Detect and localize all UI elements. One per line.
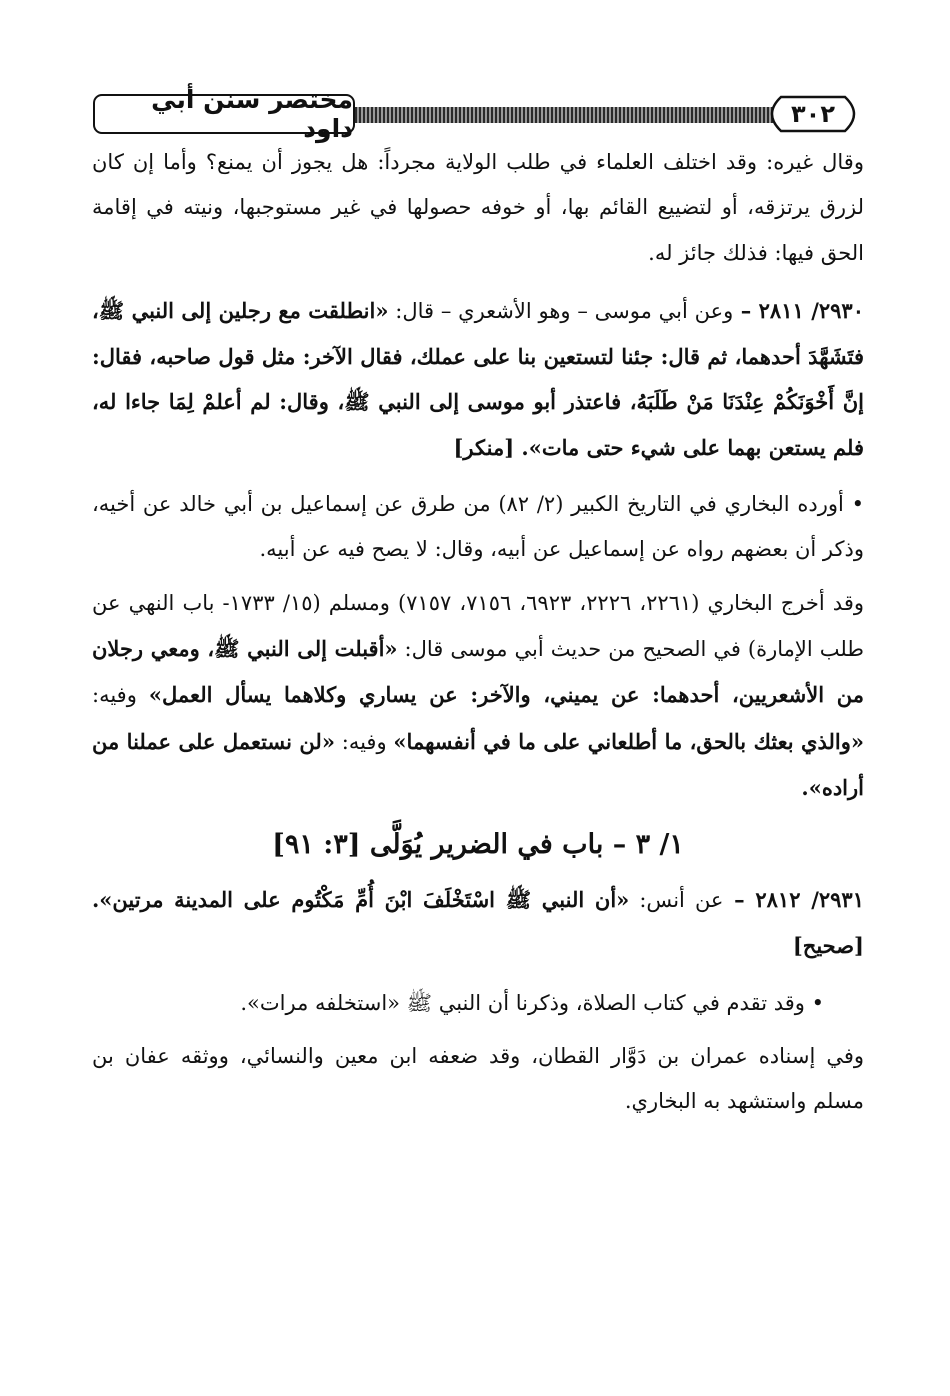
paragraph-takhrij: • أورده البخاري في التاريخ الكبير (٢/ ٨٢) من طرق عن إسماعيل بن أبي خالد عن أخيه، وذكر أن بعضهم رواه عن إسماعيل عن أبيه، وقال: لا يصح فيه عن أبيه.: [92, 492, 864, 562]
hadith-text-2: «أن النبي ﷺ اسْتَخْلَفَ ابْنَ أُمِّ مَكْتُوم على المدينة مرتين». [صحيح]: [92, 887, 864, 959]
book-title: مختصر سنن أبي داود: [93, 94, 355, 134]
paragraph-note: • وقد تقدم في كتاب الصلاة، وذكرنا أن النبي ﷺ «استخلفه مرات».: [240, 990, 824, 1015]
header-decorative-stripe: [343, 107, 795, 123]
sources-connector: وفيه:: [92, 683, 149, 708]
page-header: [93, 85, 865, 143]
page-number-text: ٣٠٢: [791, 100, 835, 128]
hadith-2931: [92, 877, 864, 969]
hadith-number-2: ٢٩٣١/ ٢٨١٢ –: [723, 887, 864, 913]
sources-text: وقد أخرج البخاري (٢٢٦١، ٢٢٢٦، ٦٩٢٣، ٧١٥٦، ٧١٥٧) ومسلم (١٥/ ١٧٣٣- باب النهي عن طلب الإمارة) في الصحيح من حديث أبي موسى قال:: [92, 590, 864, 661]
chapter-heading: ١/ ٣ – باب في الضرير يُوَلَّى [٣: ٩١]: [272, 829, 684, 861]
paragraph-commentary: وقال غيره: وقد اختلف العلماء في طلب الولاية مجرداً: هل يجوز أن يمنع؟ وأما إن كان لزرق يرتزقه، أو لتضييع القائم بها، أو خوفه حصولها في غير مستوجبها، ونيته في إقامة الحق فيها: فذلك جائز له.: [92, 150, 864, 265]
quote-text-2: «والذي بعثك بالحق، ما أطلعاني على ما في أنفسهما»: [393, 728, 864, 754]
quote-text: «أقبلت إلى النبي ﷺ، ومعي رجلان من الأشعريين، أحدهما: عن يميني، والآخر: عن يساري وكلاهما يسأل العمل»: [92, 635, 864, 708]
page-number: [761, 95, 865, 133]
hadith-narration: وعن أبي موسى – وهو الأشعري – قال:: [388, 298, 734, 323]
paragraph-sources: [92, 581, 864, 811]
sources-connector-2: وفيه:: [334, 729, 394, 754]
quote-text-3: «لن نستعمل على عملنا من أراده».: [92, 728, 864, 800]
page-body: [92, 140, 864, 1125]
hadith-text: «انطلقت مع رجلين إلى النبي ﷺ، فتَشَهَّدَ أحدهما، ثم قال: جئنا لتستعين بنا على عملك، فقال الآخر: مثل قول صاحبه، فقال: إنَّ أَخْوَنَكُمْ عِنْدَنَا مَنْ طَلَبَهُ، فاعتذر أبو موسى إلى النبي ﷺ، وقال: لم أعلمْ لِمَا جاءا له، فلم يستعن بهما على شيء حتى مات». [منكر]: [92, 297, 864, 460]
hadith-number: ٢٩٣٠/ ٢٨١١ –: [733, 297, 864, 323]
hadith-2930: [92, 288, 864, 470]
hadith-narration-2: عن أنس:: [629, 888, 724, 913]
paragraph-isnad: وفي إسناده عمران بن دَوَّار القطان، وقد ضعفه ابن معين والنسائي، ووثقه عفان بن مسلم واستشهد به البخاري.: [92, 1044, 864, 1114]
